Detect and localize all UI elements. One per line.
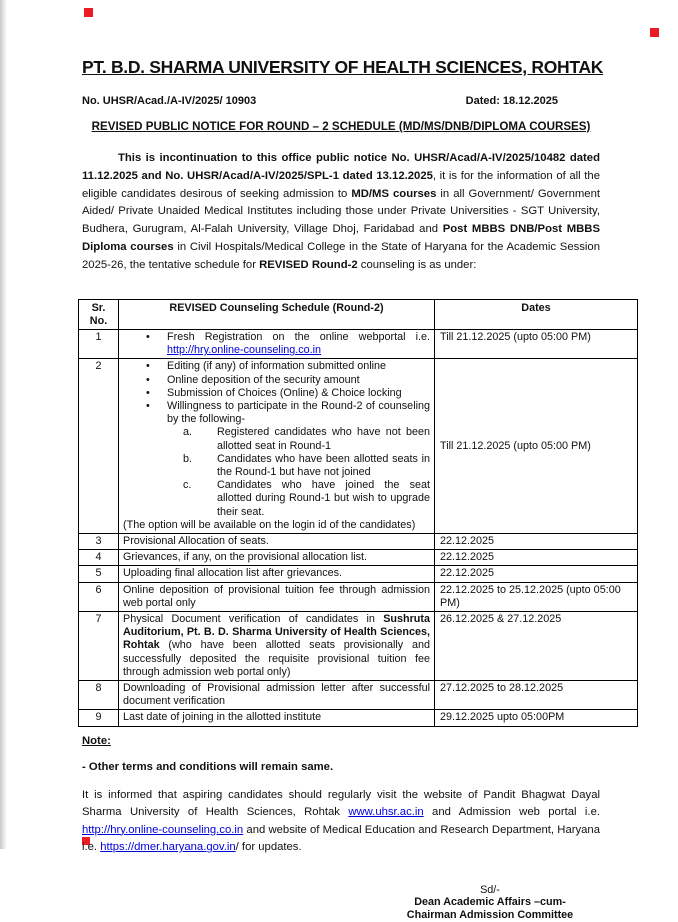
cell-schedule	[119, 681, 435, 710]
link[interactable]: http://hry.online-counseling.co.in	[167, 344, 322, 357]
schedule-table-header	[79, 299, 638, 329]
link[interactable]: https://dmer.haryana.gov.in	[100, 841, 236, 854]
cell-sr-no: 2	[79, 359, 119, 534]
reference-number: No. UHSR/Acad./A-IV/2025/ 10903	[82, 95, 257, 107]
cell-date: 22.12.2025	[435, 534, 638, 550]
cell-schedule	[119, 566, 435, 582]
schedule-item-text: Candidates who have been allotted seats in the Round-1 but have not joined	[217, 452, 430, 479]
schedule-item-plain	[123, 519, 430, 532]
schedule-item-text: Registered candidates who have not been allotted seat in Round-1	[217, 426, 430, 452]
cell-sr-no: 8	[79, 681, 119, 710]
cell-schedule	[119, 329, 435, 358]
schedule-item-text: Uploading final allocation list after grievances.	[123, 567, 343, 580]
table-row	[79, 681, 638, 710]
schedule-item-bullet	[123, 374, 430, 387]
schedule-item-plain	[123, 551, 430, 564]
notice-subtitle: REVISED PUBLIC NOTICE FOR ROUND – 2 SCHEDULE (MD/MS/DNB/DIPLOMA COURSES)	[91, 120, 591, 133]
cell-date: 22.12.2025 to 25.12.2025 (upto 05:00 PM)	[435, 582, 638, 611]
table-row	[79, 550, 638, 566]
schedule-table	[78, 299, 638, 727]
table-row	[79, 534, 638, 550]
table-row	[79, 612, 638, 681]
alpha-marker: a.	[183, 426, 193, 439]
cell-date: Till 21.12.2025 (upto 05:00 PM)	[435, 329, 638, 358]
column-header-2: Dates	[435, 299, 638, 329]
cell-date: Till 21.12.2025 (upto 05:00 PM)	[435, 359, 638, 534]
note-label: Note:	[82, 734, 111, 747]
table-row	[79, 710, 638, 726]
schedule-item-bullet	[123, 387, 430, 400]
schedule-item-text: Physical Document verification of candidates in Sushruta Auditorium, Pt. B. D. Sharma University of Health Sciences, Rohtak (who have been allotted seats provisionally and successfully deposited the requisite provisional tuition fee through admission web portal only)	[123, 613, 430, 678]
page-title: PT. B.D. SHARMA UNIVERSITY OF HEALTH SCIENCES, ROHTAK	[82, 57, 604, 77]
schedule-item-text: Downloading of Provisional admission letter after successful document verification	[123, 682, 430, 708]
schedule-item-text: Editing (if any) of information submitted online	[167, 360, 387, 373]
schedule-item-text: Candidates who have joined the seat allotted during Round-1 but wish to upgrade their seat.	[217, 479, 430, 518]
cell-sr-no: 6	[79, 582, 119, 611]
bullet-marker: •	[146, 360, 150, 373]
cell-schedule	[119, 550, 435, 566]
link[interactable]: http://hry.online-counseling.co.in	[82, 823, 244, 836]
schedule-item-text: Last date of joining in the allotted institute	[123, 711, 322, 724]
alpha-marker: c.	[183, 479, 192, 492]
table-row	[79, 566, 638, 582]
schedule-item-text: Submission of Choices (Online) & Choice locking	[167, 386, 402, 399]
note-terms: - Other terms and conditions will remain same.	[82, 760, 334, 773]
schedule-item-plain	[123, 613, 430, 679]
reference-line	[82, 95, 600, 107]
bullet-marker: •	[146, 400, 150, 412]
table-row	[79, 329, 638, 358]
table-row	[79, 582, 638, 611]
cell-sr-no: 1	[79, 329, 119, 358]
schedule-item-alpha	[123, 426, 430, 452]
schedule-item-plain	[123, 535, 430, 548]
schedule-item-bullet	[123, 331, 430, 357]
table-row	[79, 359, 638, 534]
alpha-marker: b.	[183, 452, 193, 465]
schedule-item-bullet	[123, 400, 430, 426]
bullet-marker: •	[146, 330, 150, 343]
schedule-item-text: Provisional Allocation of seats.	[123, 535, 269, 548]
schedule-item-plain	[123, 584, 430, 610]
cell-sr-no: 4	[79, 550, 119, 566]
intro-paragraph: This is incontinuation to this office public notice No. UHSR/Acad/A-IV/2025/10482 dated 11.12.2025 and No. UHSR/Acad/A-IV/2025/SPL-1 dated 13.12.2025, it is for the information of all the eligible candidates desirous of seeking admission to MD/MS courses in all Government/ Government Aided/ Private Unaided Medical Institutes including those under Private Universities - SGT University, Budhera, Gurugram, Al-Falah University, Village Dhoj, Faridabad and Post MBBS DNB/Post MBBS Diploma courses in Civil Hospitals/Medical College in the State of Haryana for the Academic Session 2025-26, the tentative schedule for REVISED Round-2 counseling is as under:	[82, 152, 601, 271]
schedule-item-text: Online deposition of provisional tuition fee through admission web portal only	[123, 583, 430, 609]
schedule-item-plain	[123, 567, 430, 580]
signature-role-2: Chairman Admission Committee	[406, 909, 574, 922]
schedule-item-text: Willingness to participate in the Round-2 of counseling by the following-	[167, 400, 430, 426]
schedule-item-alpha	[123, 479, 430, 519]
bullet-marker: •	[146, 373, 150, 386]
cell-sr-no: 7	[79, 612, 119, 681]
cell-sr-no: 9	[79, 710, 119, 726]
column-header-1: REVISED Counseling Schedule (Round-2)	[119, 299, 435, 329]
cell-date: 22.12.2025	[435, 566, 638, 582]
signature-role-1: Dean Academic Affairs –cum-	[414, 896, 566, 909]
schedule-item-plain	[123, 711, 430, 724]
schedule-item-text: Fresh Registration on the online webportal i.e. http://hry.online-counseling.co.in	[167, 330, 430, 357]
cell-schedule	[119, 359, 435, 534]
column-header-0: Sr. No.	[79, 299, 119, 329]
schedule-item-text: (The option will be available on the login id of the candidates)	[123, 518, 416, 531]
cell-date: 22.12.2025	[435, 550, 638, 566]
notice-date: Dated: 18.12.2025	[465, 95, 558, 107]
cell-schedule	[119, 612, 435, 681]
schedule-item-text: Online deposition of the security amount	[167, 373, 360, 386]
schedule-item-text: Grievances, if any, on the provisional allocation list.	[123, 551, 368, 564]
schedule-item-alpha	[123, 453, 430, 479]
cell-schedule	[119, 534, 435, 550]
cell-schedule	[119, 582, 435, 611]
schedule-item-plain	[123, 682, 430, 708]
cell-date: 29.12.2025 upto 05:00PM	[435, 710, 638, 726]
schedule-item-bullet	[123, 360, 430, 373]
signature-block	[370, 884, 610, 922]
footer-paragraph: It is informed that aspiring candidates should regularly visit the website of Pandit Bhagwat Dayal Sharma University of Health Sciences, Rohtak www.uhsr.ac.in and Admission web portal i.e. http://hry.online-counseling.co.in and website of Medical Education and Research Department, Haryana i.e. https://dmer.haryana.gov.in/ for updates.	[82, 788, 600, 854]
cell-sr-no: 5	[79, 566, 119, 582]
cell-schedule	[119, 710, 435, 726]
cell-date: 27.12.2025 to 28.12.2025	[435, 681, 638, 710]
cell-sr-no: 3	[79, 534, 119, 550]
link[interactable]: www.uhsr.ac.in	[348, 806, 424, 819]
signature-sd: Sd/-	[480, 883, 500, 896]
bullet-marker: •	[146, 386, 150, 399]
cell-date: 26.12.2025 & 27.12.2025	[435, 612, 638, 681]
